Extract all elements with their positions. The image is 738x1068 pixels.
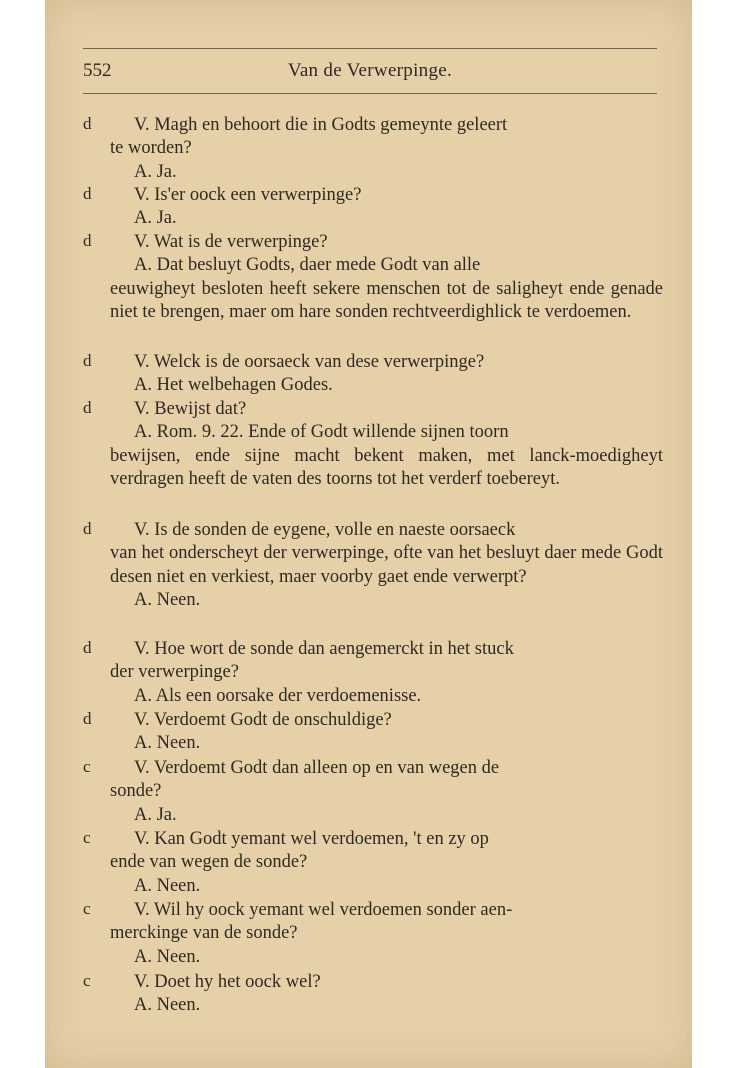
question: V. Is de sonden de eygene, volle en naeste oorsaeck van het onderscheyt der verwerpinge, ofte van het besluyt daer mede Godt desen niet en verkiest, maer voorby gaet ende verwerpt? bbox=[110, 520, 663, 587]
qa-entry bbox=[45, 351, 692, 398]
answer: A. Neen. bbox=[134, 995, 201, 1016]
question: V. Bewijst dat? bbox=[134, 399, 247, 419]
margin-marker: c bbox=[83, 828, 91, 847]
margin-marker: d bbox=[83, 398, 92, 417]
answer: A. Neen. bbox=[134, 946, 201, 967]
margin-marker: d bbox=[83, 519, 92, 538]
margin-marker: c bbox=[83, 757, 91, 776]
question: V. Magh en behoort die in Godts gemeynte geleert te worden? bbox=[110, 115, 508, 159]
qa-entry bbox=[45, 231, 692, 325]
margin-marker: d bbox=[83, 231, 92, 250]
qa-entry bbox=[45, 519, 692, 613]
running-title: Van de Verwerpinge. bbox=[287, 60, 453, 81]
question: V. Verdoemt Godt de onschuldige? bbox=[134, 710, 392, 730]
qa-entry bbox=[45, 971, 692, 1018]
margin-marker: d bbox=[83, 184, 92, 203]
qa-entry bbox=[45, 638, 692, 708]
answer: A. Neen. bbox=[134, 733, 201, 754]
answer: A. Het welbehagen Godes. bbox=[134, 375, 333, 396]
qa-entry bbox=[45, 398, 692, 492]
book-page bbox=[45, 0, 692, 1068]
question: V. Verdoemt Godt dan alleen op en van wegen de sonde? bbox=[110, 758, 500, 802]
qa-entry bbox=[45, 114, 692, 184]
question: V. Welck is de oorsaeck van dese verwerpinge? bbox=[134, 352, 485, 372]
question: V. Wil hy oock yemant wel verdoemen sonder aen- merckinge van de sonde? bbox=[110, 900, 513, 944]
answer: A. Dat besluyt Godts, daer mede Godt van alle eeuwigheyt besloten heeft sekere menschen tot de saligheyt ende genade niet te brengen, maer om hare sonden rechtveerdighlick te verdoemen. bbox=[110, 255, 663, 323]
margin-marker: d bbox=[83, 638, 92, 657]
question: V. Wat is de verwerpinge? bbox=[134, 232, 328, 252]
answer: A. Ja. bbox=[134, 208, 177, 229]
page-number: 552 bbox=[83, 60, 112, 81]
margin-marker: d bbox=[83, 709, 92, 728]
margin-marker: d bbox=[83, 114, 92, 133]
header-rule-top bbox=[83, 48, 657, 49]
question: V. Kan Godt yemant wel verdoemen, 't en zy op ende van wegen de sonde? bbox=[110, 829, 489, 873]
answer: A. Als een oorsake der verdoemenisse. bbox=[134, 685, 422, 706]
running-header bbox=[83, 60, 657, 86]
question: V. Doet hy het oock wel? bbox=[134, 972, 321, 992]
qa-entry bbox=[45, 184, 692, 231]
answer: A. Rom. 9. 22. Ende of Godt willende sijnen toorn bewijsen, ende sijne macht bekent maken, met lanck-moedigheyt verdragen heeft de vaten des toorns tot het verderf toebereyt. bbox=[110, 422, 663, 490]
question: V. Is'er oock een verwerpinge? bbox=[134, 185, 362, 205]
question: V. Hoe wort de sonde dan aengemerckt in het stuck der verwerpinge? bbox=[110, 639, 514, 683]
margin-marker: c bbox=[83, 971, 91, 990]
margin-marker: c bbox=[83, 899, 91, 918]
answer: A. Ja. bbox=[134, 161, 177, 182]
qa-entry bbox=[45, 709, 692, 756]
margin-marker: d bbox=[83, 351, 92, 370]
answer: A. Ja. bbox=[134, 804, 177, 825]
answer: A. Neen. bbox=[134, 875, 201, 896]
qa-entry bbox=[45, 899, 692, 969]
header-rule-bottom bbox=[83, 93, 657, 94]
answer: A. Neen. bbox=[134, 590, 201, 611]
qa-entry bbox=[45, 757, 692, 827]
qa-entry bbox=[45, 828, 692, 898]
